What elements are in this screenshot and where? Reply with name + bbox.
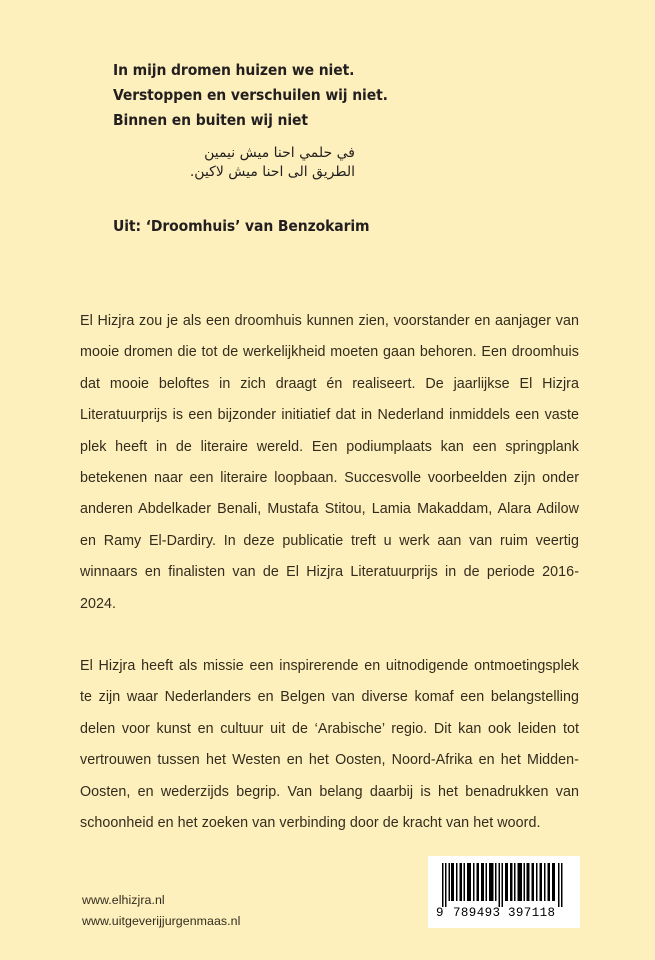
barcode-digits <box>436 905 572 921</box>
epigraph-block <box>113 58 573 237</box>
epigraph-line-2: Verstoppen en verschuilen wij niet. <box>113 86 388 104</box>
epigraph-line-1: In mijn dromen huizen we niet. <box>113 61 355 79</box>
blurb-paragraph-1: El Hizjra zou je als een droomhuis kunnen zien, voorstander en aanjager van mooie dromen die tot de werkelijkheid moeten gaan behoren. Een droomhuis dat mooie beloftes in zich draagt én realiseert. De jaarlijkse El Hizjra Literatuurprijs is een bijzonder initiatief dat in Nederland inmiddels een vaste plek heeft in de literaire wereld. Een podiumplaats kan een springplank betekenen naar een literaire loopbaan. Succesvolle voorbeelden zijn onder anderen Abdelkader Benali, Mustafa Stitou, Lamia Makaddam, Alara Adilow en Ramy El-Dardiry. In deze publicatie treft u werk aan van ruim veertig winnaars en finalisten van de El Hizjra Literatuurprijs in de periode 2016-2024. <box>80 313 579 612</box>
blurb-body <box>80 306 579 840</box>
blurb-paragraph-2: El Hizjra heeft als missie een inspirerende en uitnodigende ontmoetingsplek te zijn waar Nederlanders en Belgen van diverse komaf een belangstelling delen voor kunst en cultuur uit de ‘Arabische’ regio. Dit kan ook leiden tot vertrouwen tussen het Westen en het Oosten, Noord-Afrika en het Midden-Oosten, en wederzijds begrip. Van belang daarbij is het benadrukken van schoonheid en het zoeken van verbinding door de kracht van het woord. <box>80 658 579 832</box>
barcode-digit-first: 9 <box>436 906 444 920</box>
url-uitgeverij-jurgen-maas[interactable]: www.uitgeverijjurgenmaas.nl <box>82 914 241 928</box>
epigraph-arabic-block <box>113 144 355 182</box>
barcode-bars <box>440 863 568 907</box>
barcode-digits-left: 789493 <box>453 906 501 920</box>
epigraph-line-3: Binnen en buiten wij niet <box>113 111 308 129</box>
epigraph-arabic-line-2: الطريق الى احنا ميش لاكين. <box>189 164 355 180</box>
footer-urls <box>82 890 240 932</box>
epigraph-source: Uit: ‘Droomhuis’ van Benzokarim <box>113 217 370 235</box>
barcode-digits-right: 397118 <box>508 906 556 920</box>
url-elhizjra[interactable]: www.elhizjra.nl <box>82 893 165 907</box>
epigraph-arabic-line-1: في حلمي احنا ميش نيمين <box>204 145 355 161</box>
isbn-barcode <box>428 856 580 928</box>
